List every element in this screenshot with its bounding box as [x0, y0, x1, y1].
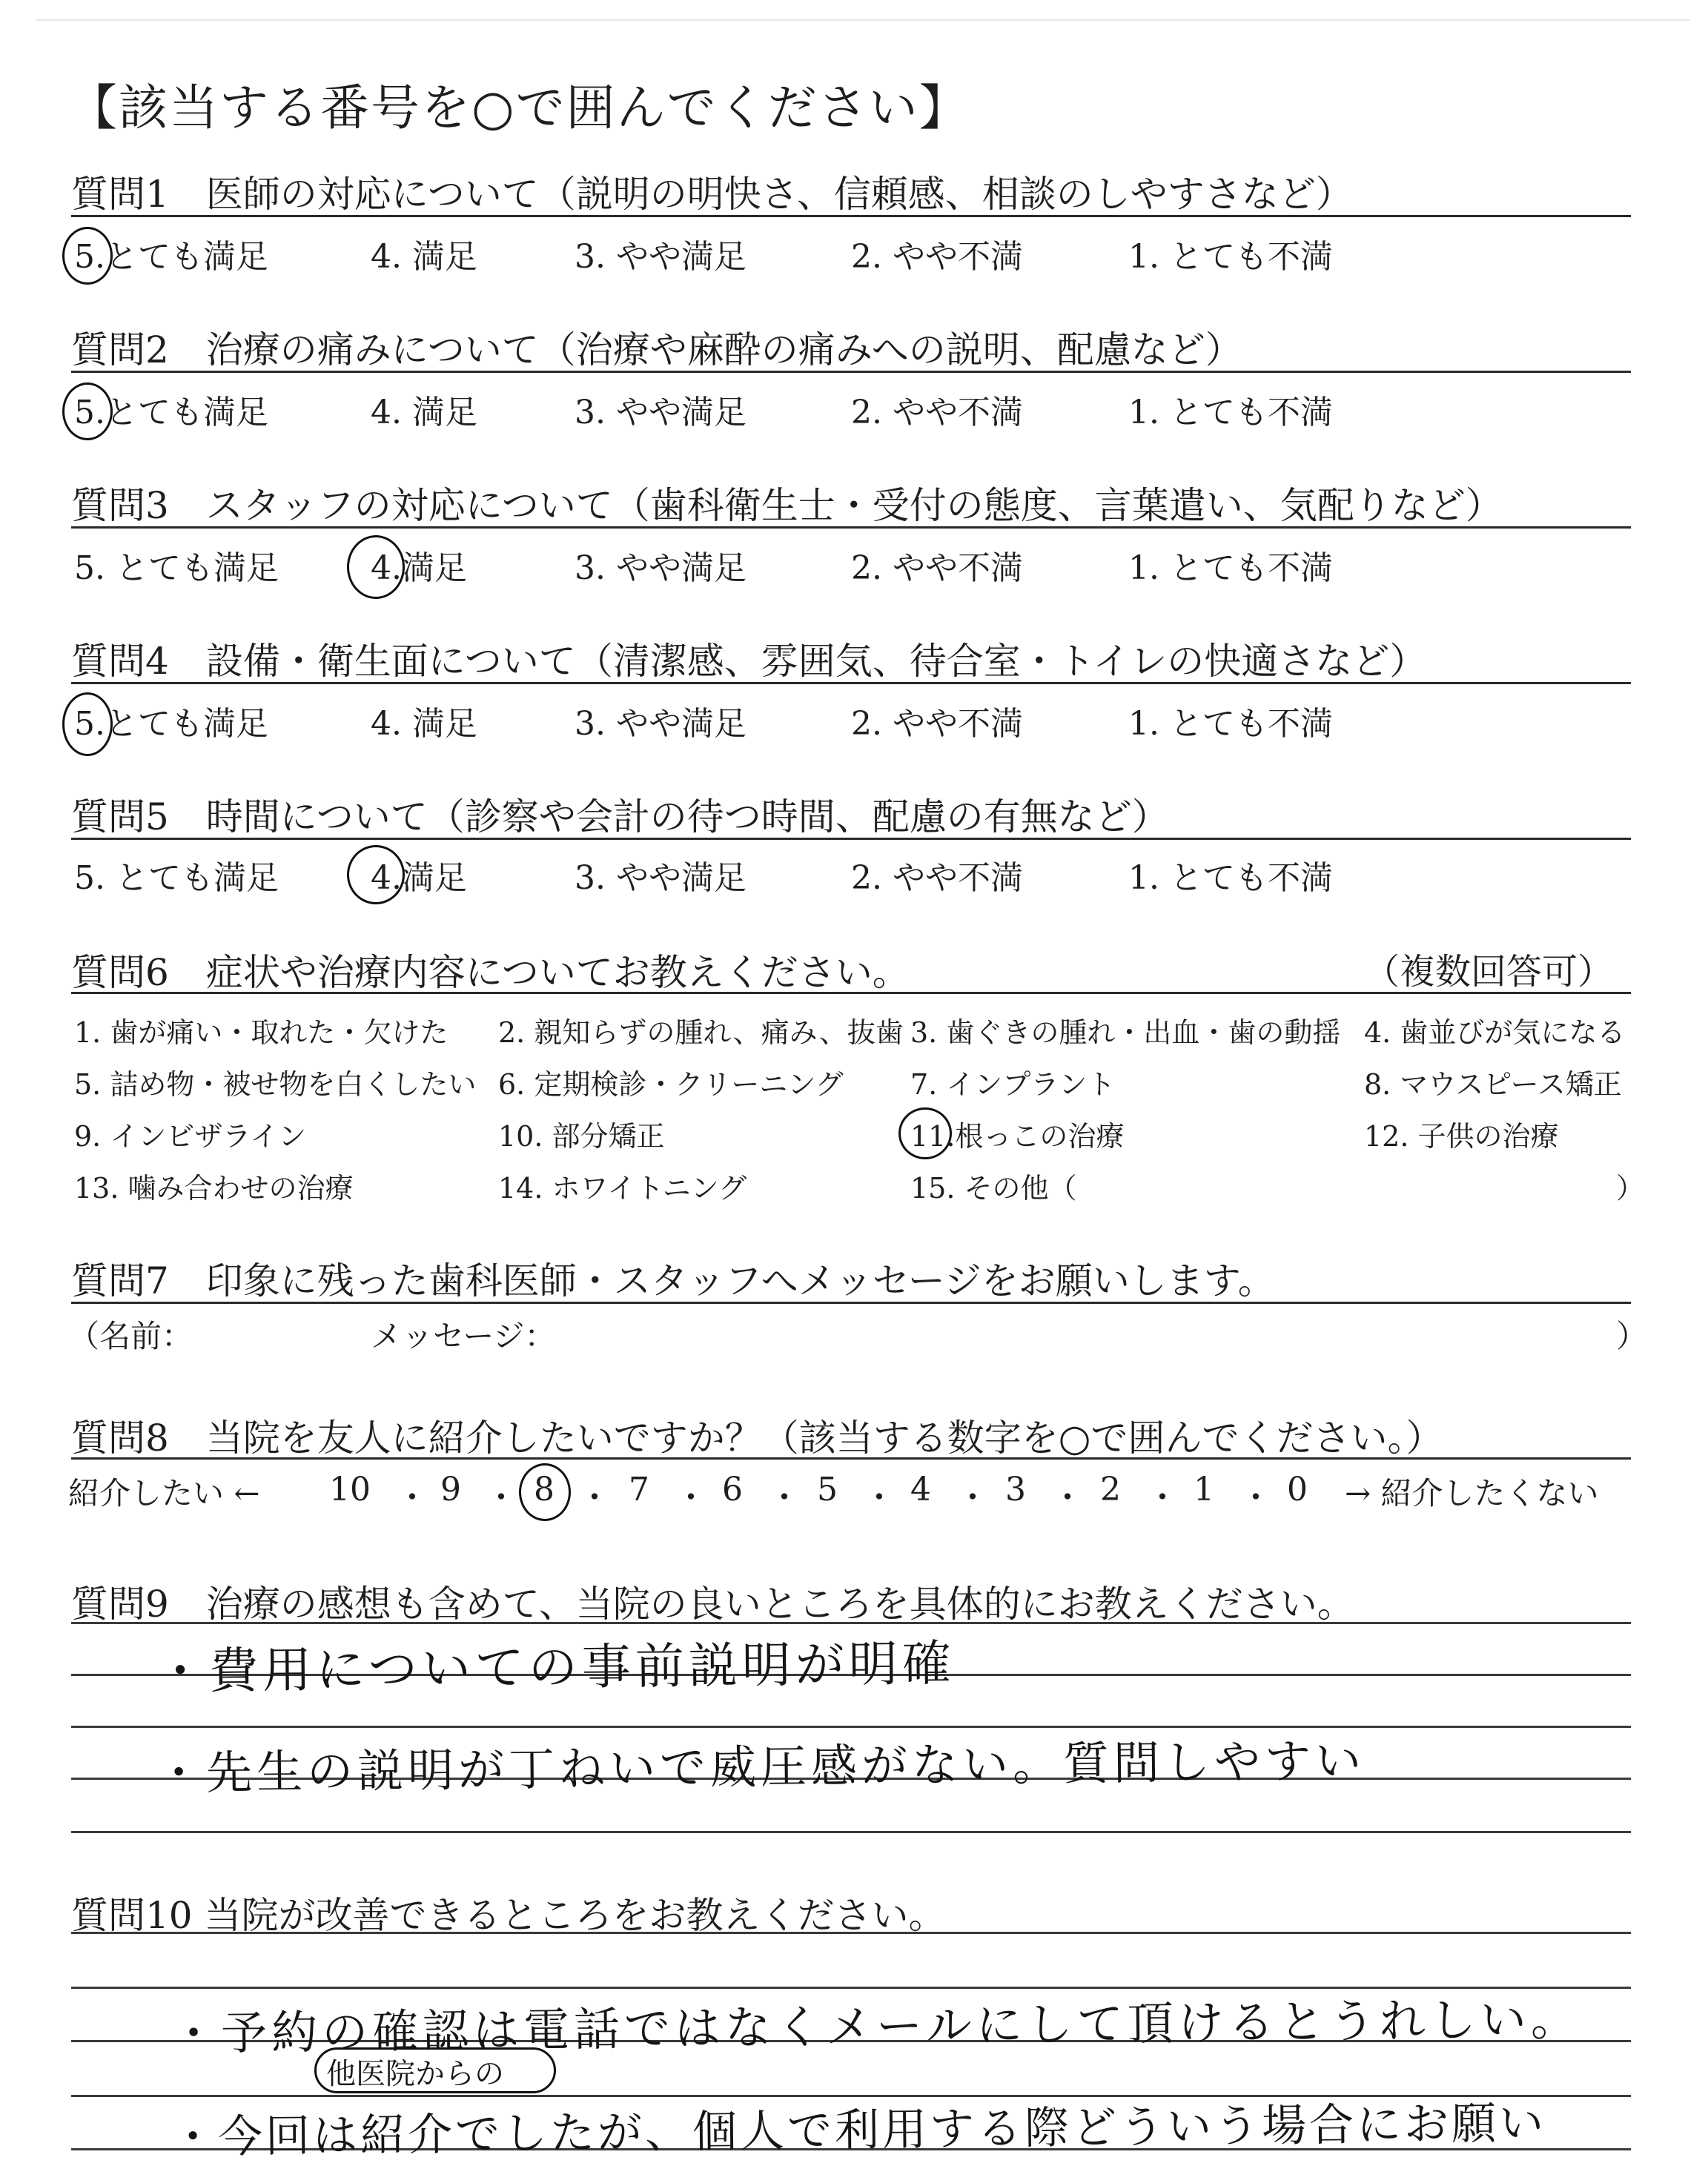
question-6-note: （複数回答可）	[1364, 951, 1614, 993]
q1-option-3[interactable]: 3. やや満足	[575, 238, 747, 276]
question-3-rule	[71, 526, 1631, 529]
q6-item-1[interactable]: 1. 歯が痛い・取れた・欠けた	[74, 1016, 448, 1049]
question-7-rule	[71, 1302, 1631, 1304]
q3-option-4[interactable]: 4.満足	[371, 549, 467, 587]
q8-score-4[interactable]: 4	[910, 1471, 931, 1508]
q5-selection-circle	[347, 845, 405, 904]
q6-selection-circle	[898, 1107, 952, 1159]
q2-option-1[interactable]: 1. とても不満	[1128, 394, 1333, 431]
question-8-rule	[71, 1457, 1631, 1460]
q3-option-5[interactable]: 5. とても満足	[74, 549, 279, 587]
q1-option-5[interactable]: 5.とても満足	[74, 238, 268, 276]
q6-item-7[interactable]: 7. インプラント	[910, 1068, 1116, 1101]
q8-sep: ・	[863, 1479, 896, 1517]
q4-option-3[interactable]: 3. やや満足	[575, 705, 747, 743]
q4-option-1[interactable]: 1. とても不満	[1128, 705, 1333, 743]
q8-sep: ・	[1051, 1479, 1084, 1517]
q8-sep: ・	[1146, 1479, 1179, 1517]
q8-score-9[interactable]: 9	[440, 1471, 461, 1508]
q6-item-12[interactable]: 12. 子供の治療	[1364, 1120, 1559, 1153]
q5-option-5[interactable]: 5. とても満足	[74, 859, 279, 897]
q5-option-1[interactable]: 1. とても不満	[1128, 859, 1333, 897]
q5-option-3[interactable]: 3. やや満足	[575, 859, 747, 897]
q6-item-11[interactable]: 11.根っこの治療	[910, 1120, 1125, 1153]
q6-item-6[interactable]: 6. 定期検診・クリーニング	[498, 1068, 844, 1101]
q6-item-5[interactable]: 5. 詰め物・被せ物を白くしたい	[74, 1068, 477, 1101]
q10-line-1	[71, 1932, 1631, 1934]
q8-score-6[interactable]: 6	[722, 1471, 743, 1508]
q8-score-8[interactable]: 8	[534, 1471, 555, 1508]
q8-sep: ・	[396, 1479, 428, 1517]
q9-answer-2: ・先生の説明が丁ねいで威圧感がない。質問しやすい	[155, 1733, 1366, 1801]
question-1-label: 質問1 医師の対応について（説明の明快さ、信頼感、相談のしやすさなど）	[71, 173, 1353, 216]
q8-sep: ・	[956, 1479, 989, 1517]
q3-selection-circle	[347, 535, 405, 599]
q10-insertion-text: 他医院からの	[326, 2057, 504, 2091]
q3-option-2[interactable]: 2. やや不満	[851, 549, 1023, 587]
q8-score-10[interactable]: 10	[329, 1471, 371, 1508]
q6-item-2[interactable]: 2. 親知らずの腫れ、痛み、抜歯	[498, 1016, 904, 1049]
question-2-label: 質問2 治療の痛みについて（治療や麻酔の痛みへの説明、配慮など）	[71, 328, 1242, 371]
q8-score-3[interactable]: 3	[1005, 1471, 1026, 1508]
q2-option-4[interactable]: 4. 満足	[371, 394, 477, 431]
q6-item-3[interactable]: 3. 歯ぐきの腫れ・出血・歯の動揺	[910, 1016, 1341, 1049]
question-3-label: 質問3 スタッフの対応について（歯科衛生士・受付の態度、言葉遣い、気配りなど）	[71, 484, 1503, 527]
q5-option-2[interactable]: 2. やや不満	[851, 859, 1023, 897]
top-border	[36, 19, 1690, 21]
question-9-label: 質問9 治療の感想も含めて、当院の良いところを具体的にお教えください。	[71, 1583, 1354, 1626]
q6-other-close-paren: ）	[1616, 1172, 1645, 1205]
q4-option-5[interactable]: 5.とても満足	[74, 705, 268, 743]
q6-item-14[interactable]: 14. ホワイトニング	[498, 1172, 747, 1205]
question-2-rule	[71, 371, 1631, 373]
q6-item-13[interactable]: 13. 噛み合わせの治療	[74, 1172, 354, 1205]
q6-item-8[interactable]: 8. マウスピース矯正	[1364, 1068, 1622, 1101]
q6-item-9[interactable]: 9. インビザライン	[74, 1120, 307, 1153]
q6-item-10[interactable]: 10. 部分矯正	[498, 1120, 665, 1153]
q8-score-1[interactable]: 1	[1194, 1471, 1214, 1508]
question-7-label: 質問7 印象に残った歯科医師・スタッフへメッセージをお願いします。	[71, 1259, 1275, 1302]
question-6-rule	[71, 992, 1631, 994]
question-6-label: 質問6 症状や治療内容についてお教えください。	[71, 951, 910, 994]
q6-item-15[interactable]: 15. その他（	[910, 1172, 1077, 1205]
q8-score-5[interactable]: 5	[817, 1471, 838, 1508]
q8-sep: ・	[1239, 1479, 1272, 1517]
question-10-label: 質問10 当院が改善できるところをお教えください。	[71, 1894, 946, 1937]
q8-score-0[interactable]: 0	[1287, 1471, 1308, 1508]
q8-sep: ・	[578, 1479, 611, 1517]
q2-selection-circle	[62, 382, 113, 440]
q7-close-paren: ）	[1616, 1318, 1648, 1354]
q1-option-1[interactable]: 1. とても不満	[1128, 238, 1333, 276]
question-1-rule	[71, 215, 1631, 217]
q8-left-label: 紹介したい ←	[68, 1475, 260, 1511]
q10-answer-1: ・予約の確認は電話ではなくメールにして頂けるとうれしい。	[170, 1992, 1582, 2061]
q8-selection-circle	[519, 1463, 571, 1521]
q2-option-3[interactable]: 3. やや満足	[575, 394, 747, 431]
q1-option-4[interactable]: 4. 満足	[371, 238, 477, 276]
q8-sep: ・	[485, 1479, 517, 1517]
q8-right-label: → 紹介したくない	[1345, 1475, 1599, 1511]
question-5-rule	[71, 838, 1631, 840]
question-4-label: 質問4 設備・衛生面について（清潔感、雰囲気、待合室・トイレの快適さなど）	[71, 640, 1427, 683]
q2-option-2[interactable]: 2. やや不満	[851, 394, 1023, 431]
q2-option-5[interactable]: 5.とても満足	[74, 394, 268, 431]
q4-option-2[interactable]: 2. やや不満	[851, 705, 1023, 743]
q8-sep: ・	[675, 1479, 707, 1517]
q8-score-2[interactable]: 2	[1100, 1471, 1121, 1508]
q3-option-3[interactable]: 3. やや満足	[575, 549, 747, 587]
q3-option-1[interactable]: 1. とても不満	[1128, 549, 1333, 587]
q9-line-5	[71, 1831, 1631, 1833]
q6-item-4[interactable]: 4. 歯並びが気になる	[1364, 1016, 1626, 1049]
q9-line-1	[71, 1622, 1631, 1624]
q7-message-label: メッセージ：	[371, 1318, 556, 1354]
q8-score-7[interactable]: 7	[629, 1471, 649, 1508]
q5-option-4[interactable]: 4.満足	[371, 859, 467, 897]
question-4-rule	[71, 682, 1631, 684]
q8-sep: ・	[768, 1479, 801, 1517]
q4-option-4[interactable]: 4. 満足	[371, 705, 477, 743]
question-5-label: 質問5 時間について（診察や会計の待つ時間、配慮の有無など）	[71, 795, 1169, 838]
q1-selection-circle	[62, 227, 113, 285]
q9-line-3	[71, 1726, 1631, 1728]
q7-name-label: （名前：	[68, 1318, 193, 1354]
q9-answer-1: ・費用についての事前説明が明確	[155, 1635, 956, 1700]
q1-option-2[interactable]: 2. やや不満	[851, 238, 1023, 276]
page-title: 【該当する番号を○で囲んでください】	[68, 79, 970, 136]
q4-selection-circle	[62, 692, 113, 756]
q10-answer-2: ・今回は紹介でしたが、個人で利用する際どういう場合にお願い	[170, 2097, 1547, 2164]
question-8-label: 質問8 当院を友人に紹介したいですか？（該当する数字を○で囲んでください。）	[71, 1417, 1443, 1460]
